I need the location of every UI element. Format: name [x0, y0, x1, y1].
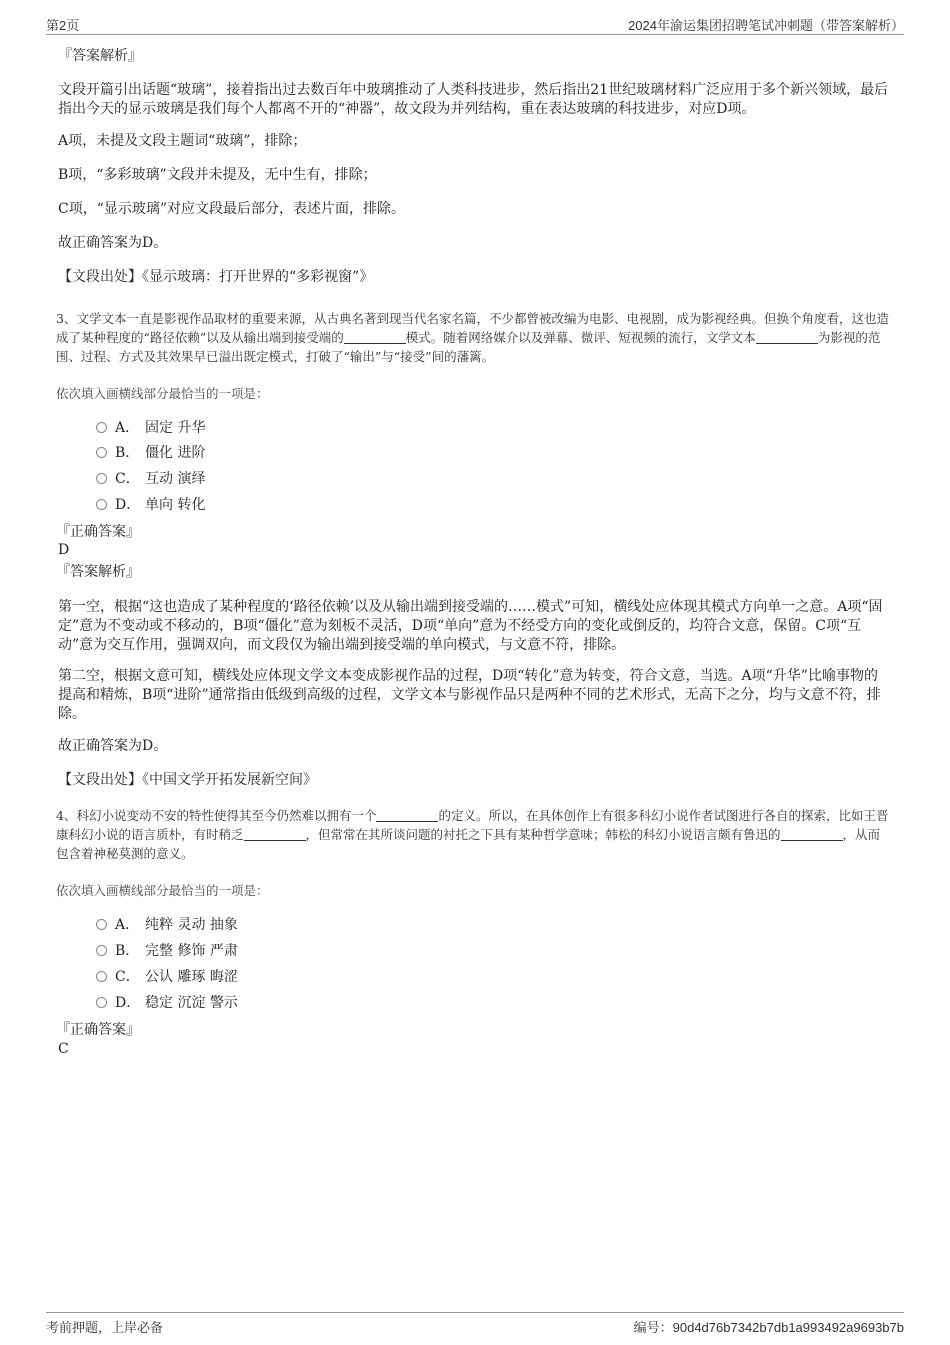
fill-blank: [344, 330, 406, 344]
option-c[interactable]: C． 公认 雕琢 晦涩: [96, 967, 238, 987]
analysis-paragraph: B项，“多彩玻璃”文段并未提及，无中生有，排除；: [58, 167, 377, 183]
question-3-text: 3、文学文本一直是影视作品取材的重要来源，从古典名著到现当代名家名篇，不少都曾被改编为电影、电视剧，成为影视经典。但换个角度看，这也造成了某种程度的“路径依赖”以及从输出端到接受端的 模式。随着网络媒介以及弹幕、微评、短视频的流行，文学文本 为影视的范围、过程、方式及其效果早已溢出既定模式，打破了“输出”与“接受”间的藩篱。: [56, 311, 889, 364]
analysis-paragraph: 文段开篇引出话题“玻璃”，接着指出过去数百年中玻璃推动了人类科技进步，然后指出21世纪玻璃材料广泛应用于多个新兴领域，最后指出今天的显示玻璃是我们每个人都离不开的“神器”，故文段为并列结构，重在表达玻璃的科技进步，对应D项。: [58, 82, 889, 117]
page-header: [46, 14, 904, 35]
question-4-text: 4、科幻小说变动不安的特性使得其至今仍然难以拥有一个 的定义。所以，在具体创作上有很多科幻小说作者试图进行各自的探索，比如王晋康科幻小说的语言质朴，有时稍乏 ，但常常在其所谈问题的衬托之下具有某种哲学意味；韩松的科幻小说语言颇有鲁迅的 ，从而包含着神秘莫测的意义。: [56, 808, 889, 861]
analysis-label: 『答案解析』: [56, 564, 140, 580]
fill-blank: [244, 827, 306, 841]
option-d[interactable]: D． 稳定 沉淀 警示: [96, 993, 238, 1013]
question-prompt: 依次填入画横线部分最恰当的一项是：: [56, 386, 269, 401]
radio-button[interactable]: [96, 447, 107, 458]
option-b[interactable]: B． 完整 修饰 严肃: [96, 941, 238, 961]
radio-button[interactable]: [96, 997, 107, 1008]
question-prompt: 依次填入画横线部分最恰当的一项是：: [56, 883, 269, 898]
page-number: 第2页: [46, 18, 80, 33]
radio-button[interactable]: [96, 971, 107, 982]
analysis-paragraph: 第二空，根据文意可知，横线处应体现文学文本变成影视作品的过程，D项“转化”意为转变，符合文意，当选。A项“升华”比喻事物的提高和精炼，B项“进阶”通常指由低级到高级的过程，文学文本与影视作品只是两种不同的艺术形式，无高下之分，均与文意不符，排除。: [58, 668, 881, 722]
analysis-paragraph: 第一空，根据“这也造成了某种程度的‘路径依赖’以及从输出端到接受端的……模式”可知，横线处应体现其模式方向单一之意。A项“固定”意为不变动或不移动的，B项“僵化”意为刻板不灵活，D项“单向”意为不经受方向的变化或倒反的，均符合文意，保留。C项“互动”意为交互作用，强调双向，而文段仅为输出端到接受端的单向模式，与文意不符，排除。: [58, 599, 883, 653]
radio-button[interactable]: [96, 919, 107, 930]
page-footer: [46, 1312, 904, 1337]
option-a[interactable]: A． 固定 升华: [96, 418, 205, 438]
correct-answer-label: 『正确答案』: [56, 524, 140, 540]
correct-answer: D: [58, 542, 70, 558]
radio-button[interactable]: [96, 499, 107, 510]
option-c[interactable]: C． 互动 演绎: [96, 469, 205, 489]
option-d[interactable]: D． 单向 转化: [96, 495, 205, 515]
source-citation: 【文段出处】《中国文学开拓发展新空间》: [58, 772, 317, 788]
fill-blank: [376, 808, 438, 822]
option-b[interactable]: B． 僵化 进阶: [96, 443, 205, 463]
fill-blank: [781, 827, 843, 841]
radio-button[interactable]: [96, 422, 107, 433]
analysis-conclusion: 故正确答案为D。: [58, 235, 168, 251]
source-citation: 【文段出处】《显示玻璃：打开世界的“多彩视窗”》: [58, 269, 374, 285]
footer-slogan: 考前押题，上岸必备: [46, 1320, 164, 1335]
analysis-paragraph: C项，“显示玻璃”对应文段最后部分，表述片面，排除。: [58, 201, 406, 217]
option-a[interactable]: A． 纯粹 灵动 抽象: [96, 915, 238, 935]
radio-button[interactable]: [96, 473, 107, 484]
analysis-paragraph: A项，未提及文段主题词“玻璃”，排除；: [58, 133, 307, 149]
document-title: 2024年渝运集团招聘笔试冲刺题（带答案解析）: [628, 18, 904, 33]
document-id: 编号：90d4d76b7342b7db1a993492a9693b7b: [633, 1320, 904, 1335]
correct-answer: C: [58, 1041, 69, 1057]
analysis-label: 『答案解析』: [58, 48, 142, 64]
analysis-conclusion: 故正确答案为D。: [58, 738, 168, 754]
radio-button[interactable]: [96, 945, 107, 956]
correct-answer-label: 『正确答案』: [56, 1022, 140, 1038]
fill-blank: [756, 330, 818, 344]
